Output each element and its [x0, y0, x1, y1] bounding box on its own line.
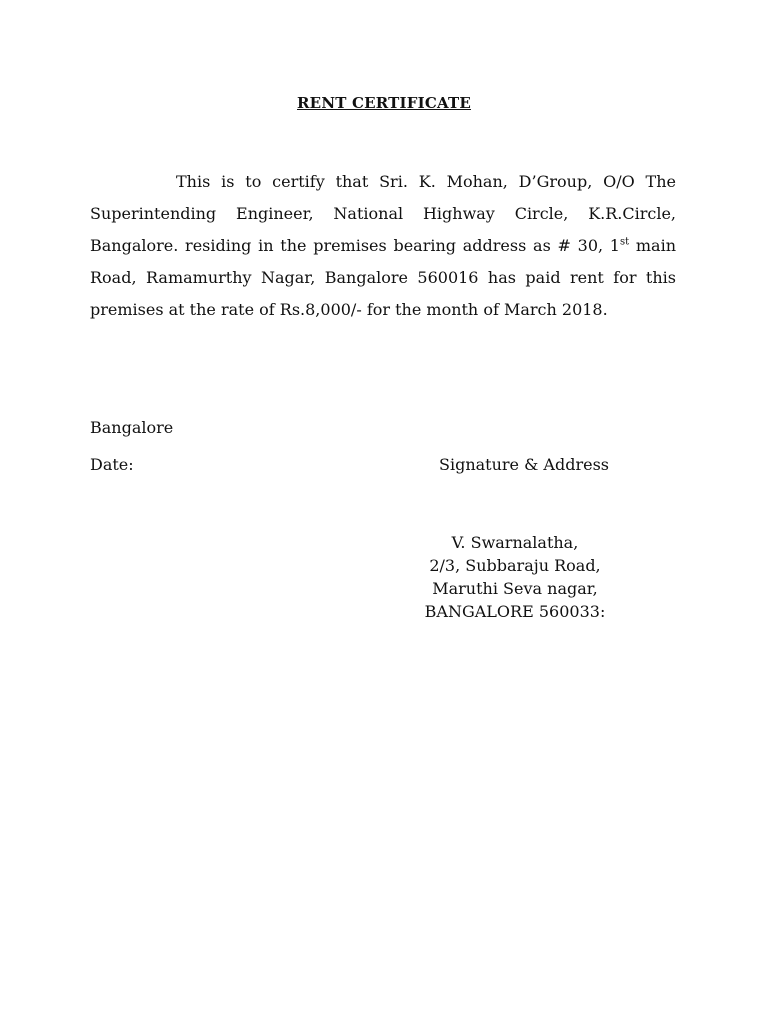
address-line-name: V. Swarnalatha, [451, 533, 579, 552]
certificate-body [90, 166, 676, 326]
signature-label: Signature & Address [439, 455, 610, 474]
place-label: Bangalore [90, 418, 174, 437]
body-text-part2: main Road, Ramamurthy Nagar, Bangalore 560016 has paid rent for this premises at the rate of Rs.8,000/- for the month of March 2018. [90, 236, 676, 319]
date-label: Date: [90, 455, 134, 474]
body-text-part1: This is to certify that Sri. K. Mohan, D’Group, O/O The Superintending Engineer, National Highway Circle, K.R.Circle, Bangalore. residing in the premises bearing address as # 30, 1 [90, 172, 676, 255]
landlord-address-block [380, 531, 650, 623]
document-title: RENT CERTIFICATE [297, 94, 471, 112]
address-line-locality: Maruthi Seva nagar, [432, 579, 598, 598]
ordinal-superscript: st [619, 236, 630, 248]
address-line-city: BANGALORE 560033: [424, 602, 606, 621]
address-line-street: 2/3, Subbaraju Road, [429, 556, 601, 575]
